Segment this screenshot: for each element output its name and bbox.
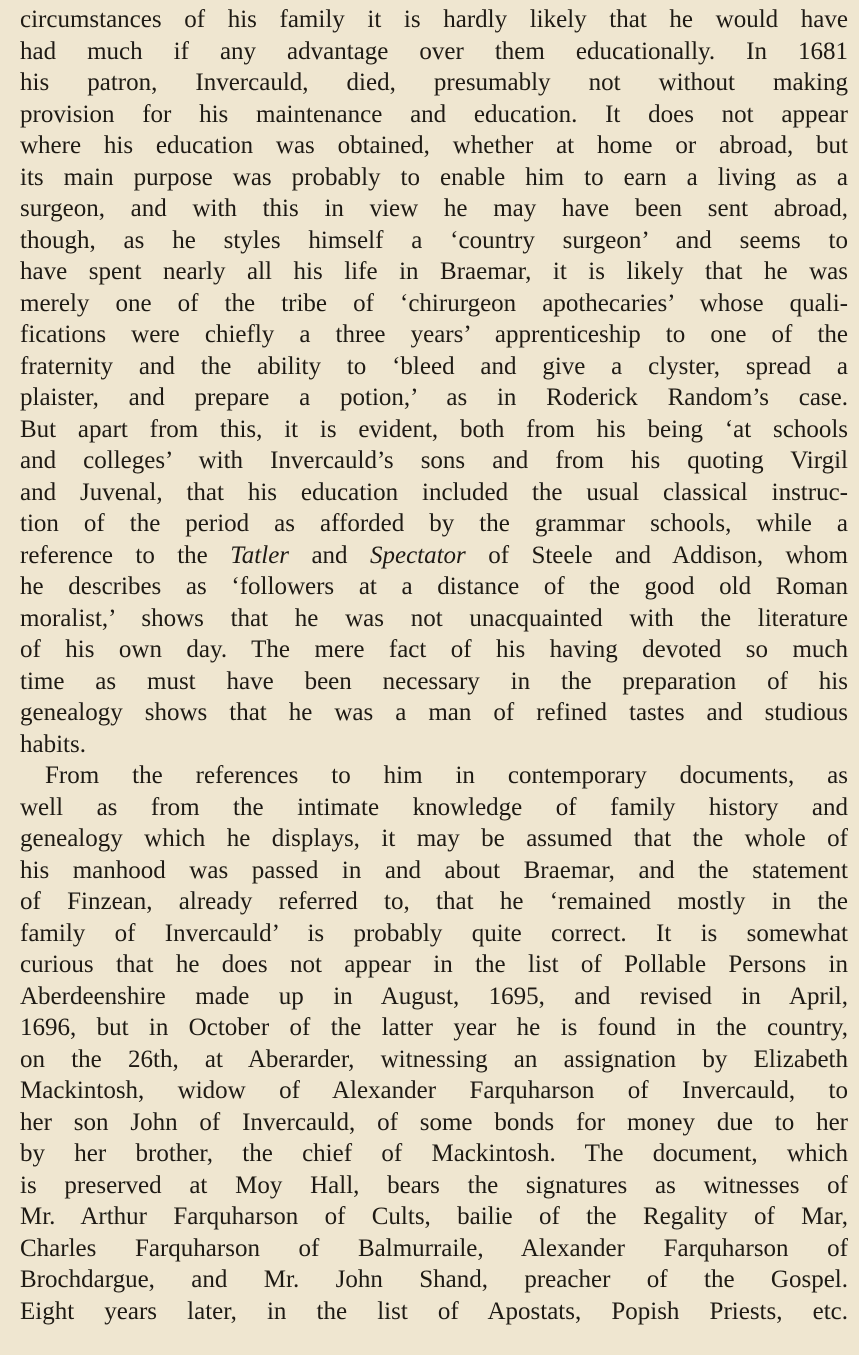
- text-line: his manhood was passed in and about Braemar, and the statement: [20, 856, 848, 884]
- text-line: habits.: [20, 730, 86, 758]
- text-line: time as must have been necessary in the preparation of his: [20, 667, 848, 695]
- text-line: well as from the intimate knowledge of family history and: [20, 793, 848, 821]
- text-line: and Juvenal, that his education included the usual classical instruc-: [20, 478, 848, 506]
- text-line: of his own day. The mere fact of his having devoted so much: [20, 636, 848, 663]
- text-line: its main purpose was probably to enable him to earn a living as a: [20, 163, 848, 191]
- text-line: and colleges’ with Invercauld’s sons and from his quoting Virgil: [20, 447, 848, 474]
- text-line: From the references to him in contemporary documents, as: [45, 762, 848, 789]
- text-line: of Finzean, already referred to, that he ‘remained mostly in the: [20, 888, 848, 915]
- text-line: merely one of the tribe of ‘chirurgeon apothecaries’ whose quali-: [20, 289, 848, 317]
- text-line: Charles Farquharson of Balmurraile, Alexander Farquharson of: [20, 1234, 848, 1262]
- italic-title: Tatler: [230, 541, 290, 569]
- page-body-text: [20, 4, 848, 1327]
- text-line: he describes as ‘followers at a distance of the good old Roman: [20, 573, 848, 600]
- text-line: family of Invercauld’ is probably quite correct. It is somewhat: [20, 919, 848, 947]
- text-line: circumstances of his family it is hardly likely that he would have: [20, 6, 848, 33]
- text-line: Aberdeenshire made up in August, 1695, and revised in April,: [20, 982, 848, 1010]
- text-line: his patron, Invercauld, died, presumably not without making: [20, 69, 848, 96]
- italic-title: Spectator: [369, 541, 466, 569]
- text-line: fications were chiefly a three years’ apprenticeship to one of the: [20, 321, 848, 348]
- text-line: plaister, and prepare a potion,’ as in Roderick Random’s case.: [20, 384, 848, 411]
- text-line: tion of the period as afforded by the grammar schools, while a: [20, 510, 848, 537]
- text-line: on the 26th, at Aberarder, witnessing an assignation by Elizabeth: [20, 1045, 848, 1073]
- text-segment: of Steele and Addison, whom: [465, 541, 848, 569]
- text-line: genealogy which he displays, it may be assumed that the whole of: [20, 825, 848, 852]
- text-line: Brochdargue, and Mr. John Shand, preacher of the Gospel.: [20, 1266, 848, 1293]
- text-line: Eight years later, in the list of Apostats, Popish Priests, etc.: [20, 1297, 848, 1325]
- text-segment: and: [289, 541, 370, 569]
- text-line: her son John of Invercauld, of some bonds for money due to her: [20, 1108, 848, 1136]
- text-line: had much if any advantage over them educationally. In 1681: [20, 37, 848, 65]
- text-line: Mr. Arthur Farquharson of Cults, bailie of the Regality of Mar,: [20, 1203, 848, 1230]
- text-line: [20, 540, 848, 572]
- text-line: though, as he styles himself a ‘country surgeon’ and seems to: [20, 226, 848, 254]
- text-line: surgeon, and with this in view he may have been sent abroad,: [20, 195, 848, 222]
- text-line: curious that he does not appear in the list of Pollable Persons in: [20, 951, 848, 978]
- text-line: But apart from this, it is evident, both from his being ‘at schools: [20, 415, 848, 443]
- text-line: have spent nearly all his life in Braemar, it is likely that he was: [20, 258, 848, 285]
- text-line: 1696, but in October of the latter year he is found in the country,: [20, 1014, 848, 1041]
- text-segment: reference to the: [20, 541, 231, 569]
- text-line: moralist,’ shows that he was not unacquainted with the literature: [20, 604, 848, 632]
- text-line: Mackintosh, widow of Alexander Farquharson of Invercauld, to: [20, 1077, 848, 1104]
- text-line: where his education was obtained, whether at home or abroad, but: [20, 132, 848, 159]
- text-line: provision for his maintenance and education. It does not appear: [20, 100, 848, 128]
- text-line: is preserved at Moy Hall, bears the signatures as witnesses of: [20, 1171, 848, 1199]
- text-line: by her brother, the chief of Mackintosh. The document, which: [20, 1140, 848, 1167]
- text-line: genealogy shows that he was a man of refined tastes and studious: [20, 699, 848, 726]
- text-line: fraternity and the ability to ‘bleed and give a clyster, spread a: [20, 352, 848, 380]
